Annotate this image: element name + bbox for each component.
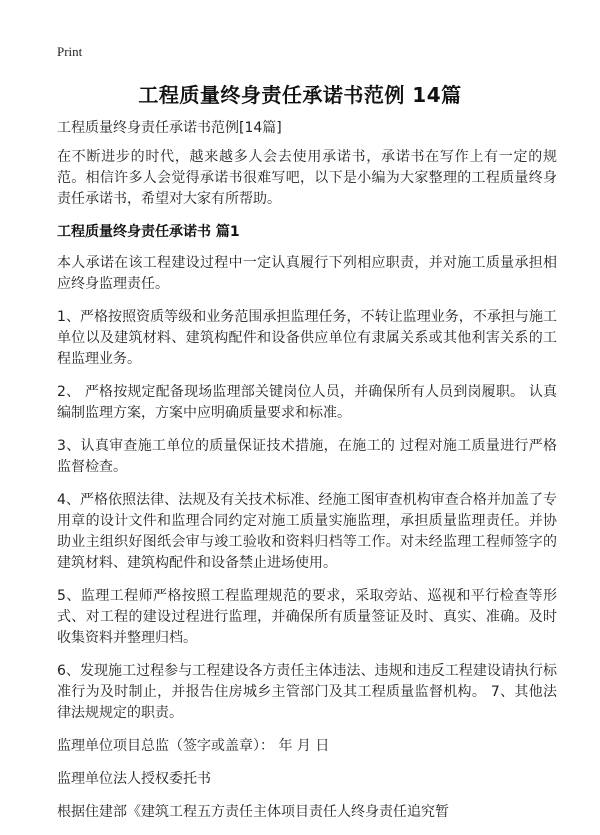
paragraph-commitment: 本人承诺在该工程建设过程中一定认真履行下列相应职责，并对施工质量承担相应终身监理责任。 xyxy=(57,255,557,292)
print-label: Print xyxy=(57,44,83,59)
paragraph-item-2: 2、 严格按规定配备现场监理部关键岗位人员，并确保所有人员到岗履职。 认真编制监理方案，方案中应明确质量要求和标准。 xyxy=(57,384,557,421)
signature-line: 监理单位项目总监（签字或盖章）： 年 月 日 xyxy=(57,738,330,754)
document-subtitle: 工程质量终身责任承诺书范例[14篇] xyxy=(57,120,282,136)
intro-paragraph: 在不断进步的时代，越来越多人会去使用承诺书，承诺书在写作上有一定的规范。相信许多人会觉得承诺书很难写吧，以下是小编为大家整理的工程质量终身责任承诺书，希望对大家有所帮助。 xyxy=(57,149,557,207)
document-body xyxy=(57,118,557,835)
section-heading: 工程质量终身责任承诺书 篇1 xyxy=(57,224,240,240)
paragraph-item-4: 4、严格依照法律、法规及有关技术标准、经施工图审查机构审查合格并加盖了专用章的设计文件和监理合同约定对施工质量实施监理，承担质量监理责任。并协助业主组织好图纸会审与竣工验收和资料归档等工作。对未经监理工程师签字的建筑材料、建筑构配件和设备禁止进场使用。 xyxy=(57,492,557,571)
paragraph-item-3: 3、认真审查施工单位的质量保证技术措施，在施工的 过程对施工质量进行严格监督检查。 xyxy=(57,438,557,475)
paragraph-item-1: 1、严格按照资质等级和业务范围承担监理任务，不转让监理业务，不承担与施工单位以及建筑材料、建筑构配件和设备供应单位有隶属关系或其他利害关系的工程监理业务。 xyxy=(57,309,557,367)
document-title: 工程质量终身责任承诺书范例 14篇 xyxy=(138,83,462,107)
paragraph-item-5: 5、监理工程师严格按照工程监理规范的要求，采取旁站、巡视和平行检查等形式、对工程的建设过程进行监理，并确保所有质量签证及时、真实、准确。及时收集资料并整理归档。 xyxy=(57,588,557,646)
authorization-heading: 监理单位法人授权委托书 xyxy=(57,771,211,787)
paragraph-item-6: 6、发现施工过程参与工程建设各方责任主体违法、违规和违反工程建设请执行标准行为及时制止，并报告住房城乡主管部门及其工程质量监督机构。 7、其他法律法规规定的职责。 xyxy=(57,663,557,721)
authorization-paragraph: 根据住建部《建筑工程五方责任主体项目责任人终身责任追究暂 xyxy=(57,804,449,820)
